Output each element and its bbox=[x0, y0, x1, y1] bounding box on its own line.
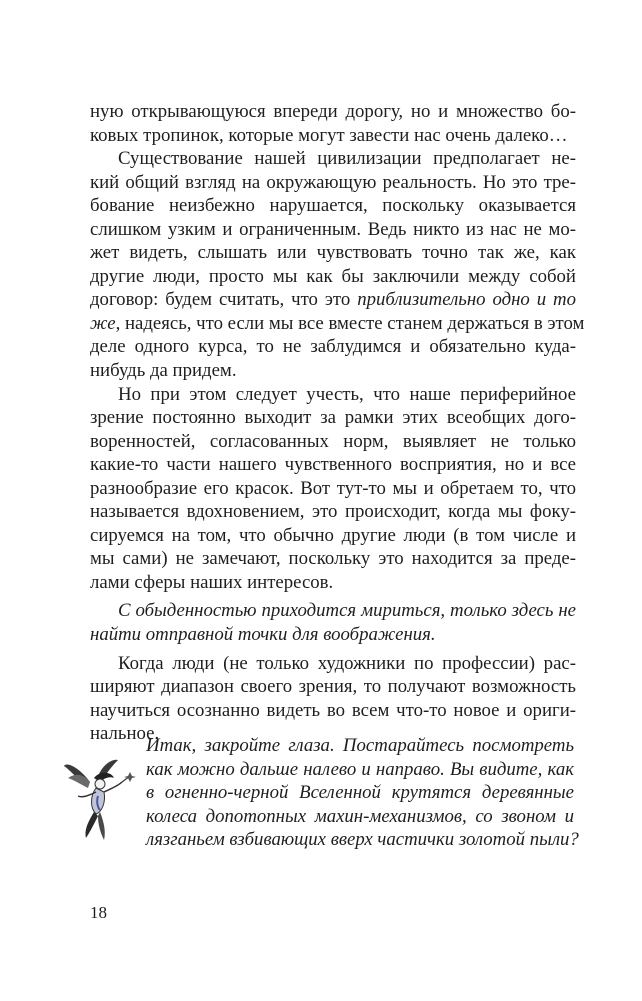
text-line bbox=[90, 623, 576, 647]
text-line bbox=[90, 652, 576, 676]
text-segment: нибудь да придем. bbox=[90, 360, 237, 382]
text-segment: воренностей, согласованных норм, выявляет не только bbox=[90, 430, 576, 452]
text-line bbox=[90, 147, 576, 171]
text-line bbox=[90, 675, 576, 699]
italic-text: найти отправной точки для воображения. bbox=[90, 624, 436, 646]
text-segment: кий общий взгляд на окружающую реальность. Но это тре- bbox=[90, 171, 576, 193]
text-line bbox=[90, 406, 576, 430]
quote-line: Итак, закройте глаза. Постарайтесь посмотреть bbox=[146, 735, 574, 756]
quote-line: в огненно-черной Вселенной крутятся деревянные bbox=[146, 782, 574, 804]
page-number: 18 bbox=[90, 903, 107, 922]
text-segment: Но при этом следует учесть, что наше периферийное bbox=[118, 383, 576, 405]
text-segment: какие-то части нашего чувственного восприятия, но и все bbox=[90, 454, 576, 476]
text-line bbox=[90, 430, 576, 454]
text-line bbox=[90, 547, 576, 571]
text-segment: ную открывающуюся впереди дорогу, но и множество бо- bbox=[90, 101, 576, 122]
text-line bbox=[90, 383, 576, 407]
text-line bbox=[90, 194, 576, 218]
text-segment: зрение постоянно выходит за рамки этих всеобщих дого- bbox=[90, 407, 576, 429]
text-line bbox=[90, 288, 576, 312]
text-line bbox=[90, 312, 585, 336]
text-segment: ковых тропинок, которые могут завести нас очень далеко… bbox=[90, 124, 568, 146]
text-line bbox=[90, 171, 576, 195]
text-segment: мы сами) не замечают, поскольку это находится за преде- bbox=[90, 548, 576, 570]
text-segment: разнообразие его красок. Вот тут-то мы и обретаем то, что bbox=[90, 477, 576, 499]
text-segment: Существование нашей цивилизации предполагает не- bbox=[118, 148, 576, 170]
quote-line: лязганьем взбивающих вверх частички золотой пыли? bbox=[146, 829, 579, 851]
italic-exercise-block bbox=[146, 734, 579, 852]
text-segment: научиться осознанно видеть во всем что-то новое и ориги- bbox=[90, 699, 576, 721]
text-line bbox=[90, 335, 576, 359]
text-segment: бование неизбежно нарушается, поскольку оказывается bbox=[90, 195, 576, 217]
text-line bbox=[90, 477, 576, 501]
text-line bbox=[90, 100, 576, 124]
text-segment: слишком узким и ограниченным. Ведь никто из нас не мо- bbox=[90, 218, 576, 240]
italic-text: приблизительно одно и то bbox=[357, 289, 577, 311]
text-segment: деле одного курса, то не заблудимся и обязательно куда- bbox=[90, 336, 576, 358]
text-line bbox=[90, 453, 576, 477]
quote-line: колеса допотопных махин-механизмов, со звоном и bbox=[146, 805, 574, 827]
text-line bbox=[90, 124, 576, 148]
text-line bbox=[90, 359, 576, 383]
text-line bbox=[90, 599, 576, 623]
italic-text: же bbox=[90, 312, 116, 334]
text-segment: жет видеть, слышать или чувствовать точно так же, как bbox=[90, 242, 576, 264]
quote-line: как можно дальше налево и направо. Вы видите, как bbox=[146, 758, 574, 780]
body-text bbox=[90, 100, 585, 746]
text-line bbox=[90, 241, 576, 265]
text-line bbox=[90, 265, 576, 289]
text-line bbox=[90, 571, 576, 595]
text-line bbox=[90, 500, 576, 524]
text-segment: нальное. bbox=[90, 723, 160, 745]
text-segment: , надеясь, что если мы все вместе станем держаться в этом bbox=[115, 312, 585, 334]
text-segment: сируемся на том, что обычно другие люди (в том числе и bbox=[90, 524, 576, 546]
text-segment: Когда люди (не только художники по профессии) рас- bbox=[118, 652, 576, 674]
text-segment: лами сферы наших интересов. bbox=[90, 571, 334, 593]
text-segment: договор: будем считать, что это bbox=[90, 289, 358, 311]
text-segment: называется вдохновением, это происходит, когда мы фоку- bbox=[90, 501, 576, 523]
text-line bbox=[90, 218, 576, 242]
text-line bbox=[90, 524, 576, 548]
italic-text: С обыденностью приходится мириться, только здесь не bbox=[118, 600, 576, 622]
text-line bbox=[90, 699, 576, 723]
fairy-sprite-illustration bbox=[60, 752, 140, 842]
text-segment: ширяют диапазон своего зрения, то получают возможность bbox=[90, 676, 576, 698]
text-segment: другие люди, просто мы как бы заключили между собой bbox=[90, 265, 576, 287]
